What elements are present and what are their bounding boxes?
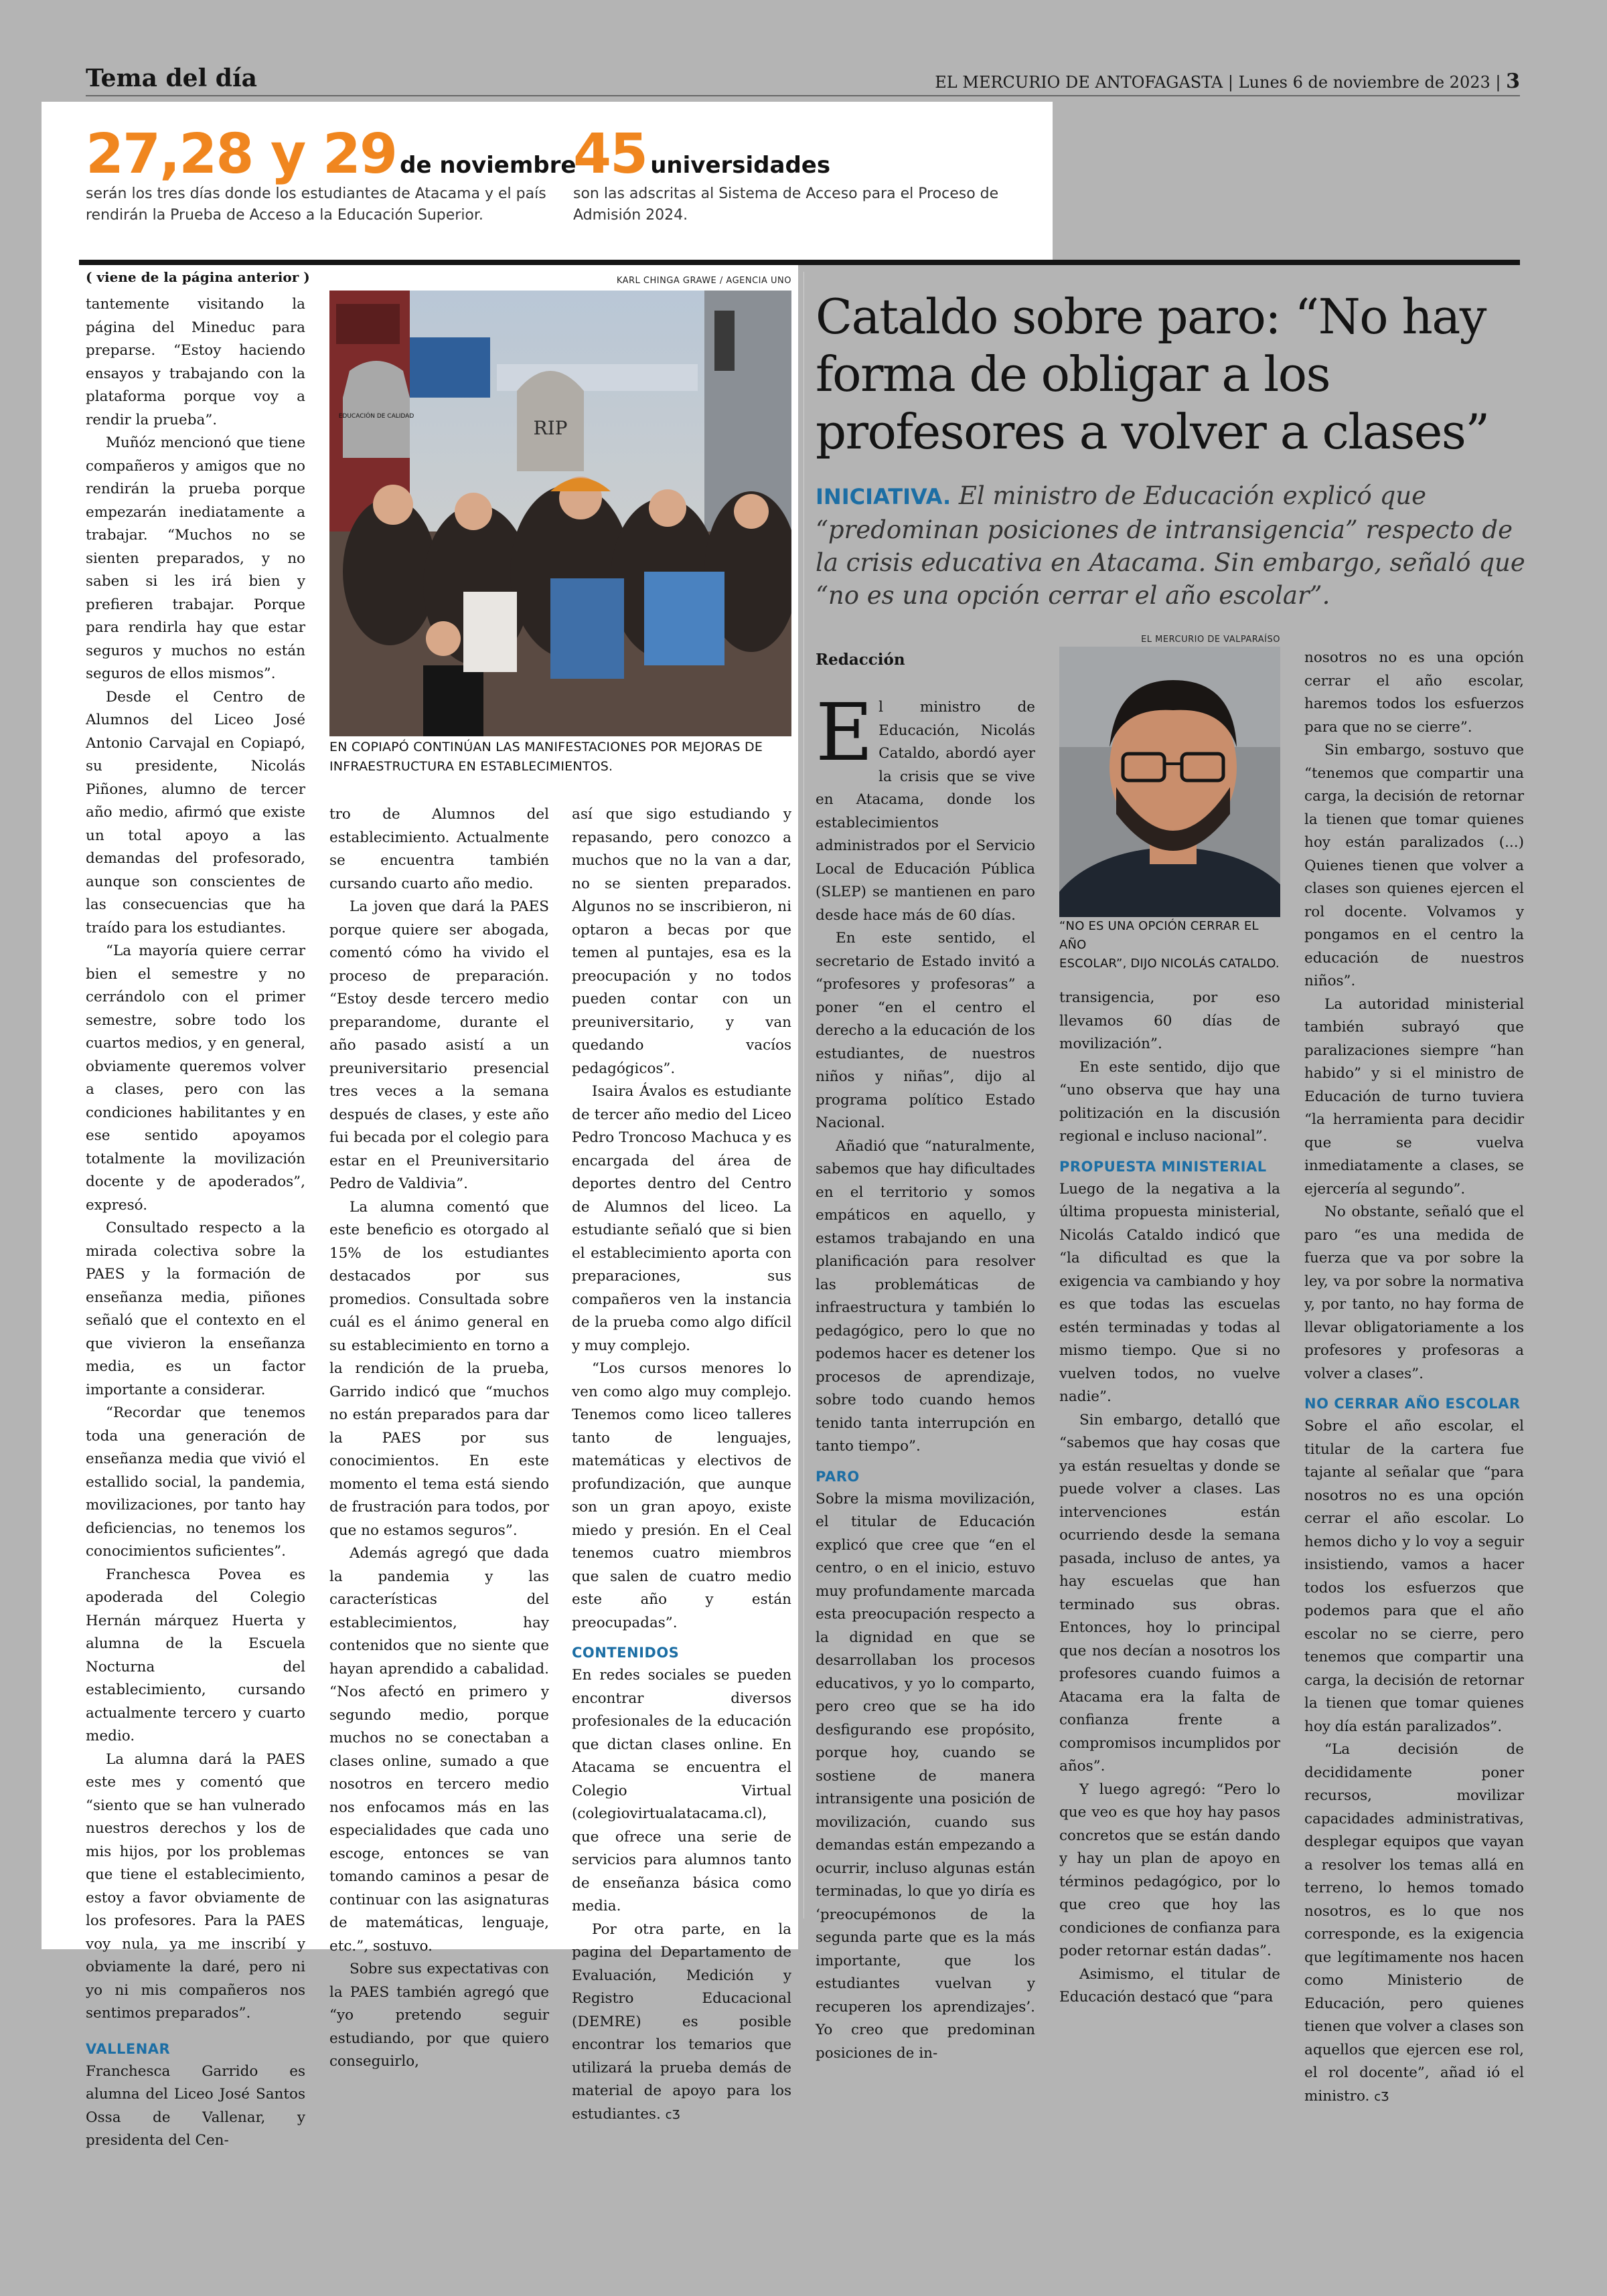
publication-name: EL MERCURIO DE ANTOFAGASTA [935, 73, 1223, 92]
byline: Redacción [816, 651, 905, 669]
paragraph: tantemente visitando la página del Mineduc para preparse. “Estoy haciendo ensayos y trabajando con la plataforma porque voy a rendir la prueba”. [86, 296, 305, 428]
paragraph: transigencia, por eso llevamos 60 días de movilización”. [1059, 989, 1280, 1052]
photo2-caption-line2: ESCOLAR”, DIJO NICOLÁS CATALDO. [1059, 957, 1280, 971]
lead-paragraph [816, 479, 1525, 612]
left-article-col3 [572, 803, 791, 2127]
minister-portrait [1059, 647, 1280, 917]
paragraph: Sin embargo, detalló que “sabemos que hay cosas que ya están resueltas y donde se puede volver a clases. Las intervenciones están ocurriendo desde la semana pasada, incluso de antes, ya hay escuelas que han terminado sus obras. Entonces, hoy lo principal que nos decían a nosotros los profesores cuando fuimos a Atacama era la falta de confianza frente a compromisos incumplidos por años”. [1059, 1411, 1280, 1775]
stat-universities [573, 122, 831, 186]
paragraph: Añadió que “naturalmente, sabemos que hay dificultades en el territorio y somos empáticos en aquello, y estamos trabajando en una planificación para resolver las problemáticas de infraestructura y también lo pedagógico, pero lo que no podemos hacer es detener los procesos de aprendizaje, sobre todo cuando hemos tenido tanta interrupción en tanto tiempo”. [816, 1137, 1035, 1455]
stat-universities-number: 45 [573, 122, 647, 186]
stat-dates-number: 27,28 y 29 [86, 122, 397, 186]
paragraph: La joven que dará la PAES porque quiere ser abogada, comentó cómo ha vivido el proceso de preparación. “Estoy desde tercero medio preparandome, durante el año pasado asistí a un preuniversitario presencial tres veces a la semana después de clases, y este año fui becada por el colegio para estar en el Preuniversitario Pedro de Valdivia”. [329, 898, 549, 1192]
left-article-col2 [329, 803, 549, 2074]
photo2-caption-line1: “NO ES UNA OPCIÓN CERRAR EL AÑO [1059, 919, 1259, 952]
photo2-caption [1059, 917, 1287, 973]
paragraph: La autoridad ministerial también subrayó que paralizaciones siempre “han habido” y si el ministro de Educación de turno tuviera “la herramienta para decidir que se vuelva inmediatamente a clases, se ejercería al segundo”. [1304, 995, 1524, 1198]
headline: Cataldo sobre paro: “No hay forma de obligar a los profesores a volver a clases” [816, 289, 1489, 460]
paragraph: Sobre el año escolar, el titular de la cartera fue tajante al señalar que “para nosotros no es una opción cerrar el año escolar. Lo hemos dicho y lo voy a seguir insistiendo, vamos a hacer todos los esfuerzos que podemos para que el año escolar no se cierre, pero tenemos que compartir una carga, la decisión de retornar la tienen que tomar quienes hoy día están paralizados”. [1304, 1418, 1524, 1735]
end-mark-icon: cƷ [665, 2107, 680, 2122]
stat-dates-unit: de noviembre [400, 152, 577, 179]
sign-rip-text: RIP [533, 417, 568, 439]
stat-universities-text-line2: Admisión 2024. [573, 206, 688, 224]
photo1-credit: KARL CHINGA GRAWE / AGENCIA UNO [616, 276, 791, 286]
stat-dates-text-line2: rendirán la Prueba de Acceso a la Educación Superior. [86, 206, 483, 224]
right-article-col1 [816, 686, 1035, 2065]
paragraph: Sin embargo, sostuvo que “tenemos que compartir una carga, la decisión de retornar la tienen que tomar quienes hoy están paralizados (...) Quienes tienen que volver a clases son quienes ejercen el rol docente. Volvamos y pongamos en el centro la educación de nuestros niños”. [1304, 742, 1524, 989]
stat-dates-text-line1: serán los tres días donde los estudiantes de Atacama y el país [86, 185, 546, 202]
stat-universities-text [573, 183, 1042, 226]
minister-photo [1059, 647, 1280, 917]
publication-date: | Lunes 6 de noviembre de 2023 | [1227, 73, 1501, 92]
paragraph: Además agregó que dada la pandemia y las características del establecimientos, hay contenidos que no siente que hayan aprendido a cabalidad. “Nos afectó en primero y segundo medio, porque muchos no se conectaban a clases online, sumado a que nosotros en tercero medio nos enfocamos más en las especialidades que cada uno escoge, entonces se van tomando caminos a pesar de continuar con las asignaturas de matemáticas, lenguaje, etc.”, sostuvo. [329, 1545, 549, 1955]
header-rule [86, 95, 1520, 96]
stat-universities-unit: universidades [650, 152, 831, 179]
sign-left-text: EDUCACIÓN DE CALIDAD [338, 413, 414, 420]
photo1-caption-line1: EN COPIAPÓ CONTINÚAN LAS MANIFESTACIONES POR MEJORAS DE [329, 740, 763, 754]
stat-dates-text [86, 183, 554, 226]
paragraph: Desde el Centro de Alumnos del Liceo José Antonio Carvajal en Copiapó, su presidente, Nicolás Piñones, alumno de tercer año medio, afirmó que existe un total apoyo a las demandas del profesorado, aunque son conscientes de las consecuencias que ha traído para los estudiantes. [86, 688, 305, 936]
paragraph: así que sigo estudiando y repasando, pero conozco a muchos que no la van a dar, no se sienten preparados. Algunos no se inscribieron, ni optaron a becas por que temen al puntajes, esa es la preocupación y no todos pueden contar con un preuniversitario, y van quedando vacíos pedagógicos”. [572, 806, 791, 1077]
header-meta [935, 70, 1520, 93]
paragraph: Luego de la negativa a la última propuesta ministerial, Nicolás Cataldo indicó que “la dificultad es que la exigencia va cambiando y hoy es que todas las escuelas estén terminadas y todas al mismo tiempo. Que si no vuelven todos, no vuelve nadie”. [1059, 1180, 1280, 1405]
stat-universities-text-line1: son las adscritas al Sistema de Acceso para el Proceso de [573, 185, 999, 202]
right-article-col2 [1059, 987, 1280, 2010]
paragraph: En este sentido, el secretario de Estado invitó a “profesores y profesoras” a poner “en el centro el derecho a la educación de los estudiantes, de nuestros niños y niñas”, dijo al programa político Estado Nacional. [816, 930, 1035, 1131]
paragraph: “Los cursos menores lo ven como algo muy complejo. Tenemos como liceo talleres tanto de lenguajes, matemáticas y electivos de profundización, que aunque son un gran apoyo, existe miedo y presión. En el Ceal tenemos cuatro miembros que salen de cuatro medio este año y están preocupadas”. [572, 1360, 791, 1631]
paragraph: nosotros no es una opción cerrar el año escolar, haremos todos los esfuerzos para que no se cierre”. [1304, 649, 1524, 736]
paragraph: tro de Alumnos del establecimiento. Actualmente se encuentra también cursando cuarto año medio. [329, 806, 549, 892]
paragraph: “La mayoría quiere cerrar bien el semestre y no cerrándolo con el primer semestre, sobre todo los cuartos medios, y en general, obviamente queremos volver a clases, pero con las condiciones habilitantes y en ese sentido apoyamos totalmente la movilización docente y de apoderados”, expresó. [86, 942, 305, 1214]
paragraph [816, 686, 1035, 927]
end-mark-icon: cƷ [1374, 2089, 1389, 2104]
page-number: 3 [1506, 70, 1520, 93]
paragraph [1304, 1738, 1524, 2109]
paragraph: Sobre sus expectativas con la PAES también agregó que “yo pretendo seguir estudiando, por que quiero conseguirlo, [329, 1961, 549, 2070]
paragraph: Sobre la misma movilización, el titular de Educación explicó que cree que “en el centro, o en el inicio, estuvo muy profundamente marcada esta preocupación respecto a la dignidad en que se desarrollaban los procesos educativos, y yo lo comparto, pero creo que se ha ido desfigurando ese propósito, porque hoy, cuando se sostiene de manera intransigente una posición de movilización, cuando sus demandas están empezando a ocurrir, incluso algunas están terminadas, lo que yo diría es ‘preocupémonos de la segunda parte que es la más importante, que los estudiantes vuelvan y recuperen los aprendizajes’. Yo creo que predominan posiciones de in- [816, 1490, 1035, 2062]
subhead-contenidos: CONTENIDOS [572, 1645, 680, 1661]
photo1-caption [329, 738, 791, 776]
paragraph: La alumna comentó que este beneficio es otorgado al 15% de los estudiantes destacados por sus promedios. Consultada sobre cuál es el ánimo general en su establecimiento en torno a la rendición de la prueba, Garrido indicó que “muchos no están preparados para dar la PAES por sus conocimientos. En este momento el tema está siendo de frustración para todos, por que no estamos seguros”. [329, 1198, 549, 1539]
paragraph: Y luego agregó: “Pero lo que veo es que hoy hay pasos concretos que se están dando y hay un plan de apoyo en términos pedagógico, por lo que creo que hoy las condiciones de confianza para poder retornar están dadas”. [1059, 1781, 1280, 1959]
lead-kicker: INICIATIVA. [816, 484, 951, 509]
photo2-credit: EL MERCURIO DE VALPARAÍSO [1141, 635, 1280, 645]
paragraph: Isaira Ávalos es estudiante de tercer año medio del Liceo Pedro Troncoso Machuca y es encargada del área de deportes dentro del Centro de Alumnos del liceo. La estudiante señaló que si bien el establecimiento aporta con preparaciones, sus compañeros ven la instancia de la prueba como algo difícil y muy complejo. [572, 1083, 791, 1354]
stat-dates [86, 122, 577, 186]
subhead-propuesta: PROPUESTA MINISTERIAL [1059, 1158, 1267, 1175]
section-title: Tema del día [86, 64, 257, 92]
paragraph [572, 1918, 791, 2127]
subhead-paro: PARO [816, 1468, 860, 1485]
subhead-no-cerrar: NO CERRAR AÑO ESCOLAR [1304, 1396, 1521, 1412]
paragraph: En redes sociales se pueden encontrar diversos profesionales de la educación que dictan clases online. En Atacama se encuentra el Colegio Virtual (colegiovirtualatacama.cl), que ofrece una serie de servicios para alumnos tanto de enseñanza básica como media. [572, 1667, 791, 1914]
subhead-vallenar: VALLENAR [86, 2040, 171, 2057]
paragraph: La alumna dará la PAES este mes y comentó que “siento que se han vulnerado nuestros derechos y los de mis hijos, por los problemas que tiene el establecimiento, estoy a favor obviamente de los profesores. Para la PAES voy nula, ya me inscribí y obviamente la daré, pero ni yo ni mis compañeros nos sentimos preparados”. [86, 1750, 305, 2022]
photo1-caption-line2: INFRAESTRUCTURA EN ESTABLECIMIENTOS. [329, 759, 613, 774]
left-article-col1 [86, 293, 305, 2153]
section-rule [79, 260, 1520, 265]
paragraph-text: Por otra parte, en la pagina del Departamento de Evaluación, Medición y Registro Educacional (DEMRE) es posible encontrar los temarios que utilizará la prueba demás de material de apoyo para los estudiantes. [572, 1920, 791, 2123]
paragraph: Asimismo, el titular de Educación destacó que “para [1059, 1965, 1280, 2005]
paragraph-text: l ministro de Educación, Nicolás Cataldo, abordó ayer la crisis que se vive en Atacama, donde los establecimientos administrados por el Servicio Local de Educación Pública (SLEP) se mantienen en paro desde hace más de 60 días. [816, 699, 1035, 924]
protest-photo [329, 291, 791, 736]
paragraph: Consultado respecto a la mirada colectiva sobre la PAES y la formación de enseñanza media, piñones señaló que el contexto en el que vivieron la enseñanza media, es un factor importante a considerar. [86, 1220, 305, 1398]
lead-text: El ministro de Educación explicó que “predominan posiciones de intransigencia” respecto de la crisis educativa en Atacama. Sin embargo, señaló que “no es una opción cerrar el año escolar”. [816, 481, 1525, 610]
paragraph: No obstante, señaló que el paro “es una medida de fuerza que va por sobre la ley, va por sobre la normativa y, por tanto, no hay forma de llevar obligatoriamente a los profesores y profesoras a volver a clases”. [1304, 1204, 1524, 1382]
right-article-col3 [1304, 647, 1524, 2109]
paragraph-text: “La decisión de decididamente poner recursos, movilizar capacidades administrativas, desplegar equipos que vayan a resolver los temas allá en terreno, lo hemos tomado nosotros, es lo que nos corresponde, es la exigencia que legítimamente nos hacen como Ministerio de Educación, pero quienes tienen que volver a clases son aquellos que ejercen ese rol, el rol docente”, añad ió el ministro. [1304, 1741, 1524, 2105]
paragraph: Muñóz mencionó que tiene compañeros y amigos que no rendirán la prueba porque empezarán inediatamente a trabajar. “Muchos no se sienten preparados, y no saben si les irá bien y prefieren trabajar. Porque para rendirla hay que estar seguros y muchos no están seguros de ellos mismos”. [86, 434, 305, 682]
paragraph: Franchesca Povea es apoderada del Colegio Hernán márquez Huerta y alumna de la Escuela Nocturna del establecimiento, cursando actualmente tercero y cuarto medio. [86, 1566, 305, 1744]
paragraph: En este sentido, dijo que “uno observa que hay una politización en la discusión regional e incluso nacional”. [1059, 1058, 1280, 1145]
protest-photo-image [329, 291, 791, 736]
drop-cap: E [816, 686, 874, 778]
paragraph: “Recordar que tenemos toda una generación de enseñanza media que vivió el estallido social, la pandemia, movilizaciones, por tanto hay deficiencias, no tenemos los conocimientos suficientes”. [86, 1404, 305, 1560]
paragraph: Franchesca Garrido es alumna del Liceo José Santos Ossa de Vallenar, y presidenta del Cen- [86, 2062, 305, 2149]
continued-note: ( viene de la página anterior ) [86, 269, 310, 285]
